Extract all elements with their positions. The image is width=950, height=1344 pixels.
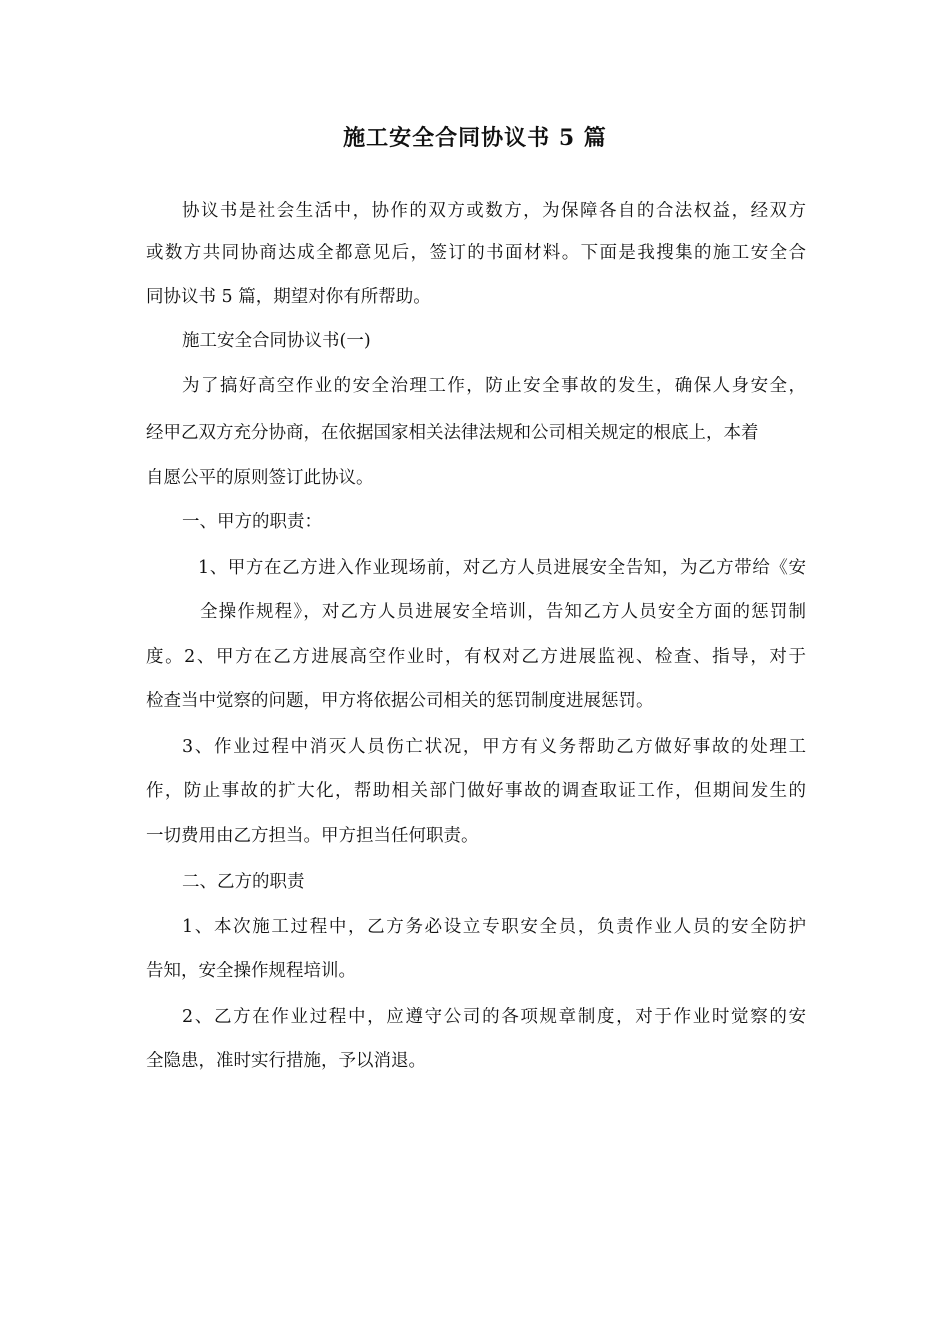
- section-heading: 二、乙方的职责: [182, 872, 305, 892]
- paragraph-line: 经甲乙双方充分协商，在依据国家相关法律法规和公司相关规定的根底上，本着: [146, 423, 759, 443]
- paragraph-line: 作，防止事故的扩大化，帮助相关部门做好事故的调查取证工作，但期间发生的: [146, 781, 806, 801]
- section-heading: 一、甲方的职责：: [182, 512, 322, 532]
- paragraph-line: 全隐患，准时实行措施，予以消退。: [146, 1051, 426, 1071]
- section-heading: 施工安全合同协议书(一): [182, 331, 371, 351]
- paragraph-line: 一切费用由乙方担当。甲方担当任何职责。: [146, 826, 479, 846]
- paragraph-line: 协议书是社会生活中，协作的双方或数方，为保障各自的合法权益，经双方: [182, 201, 806, 221]
- paragraph-line: 度。2、甲方在乙方进展高空作业时，有权对乙方进展监视、检查、指导，对于: [146, 647, 806, 667]
- paragraph-line: 自愿公平的原则签订此协议。: [146, 468, 374, 488]
- document-title: 施工安全合同协议书 5 篇: [343, 125, 607, 151]
- paragraph-line: 为了搞好高空作业的安全治理工作，防止安全事故的发生，确保人身安全，: [182, 376, 806, 396]
- paragraph-line: 3、作业过程中消灭人员伤亡状况，甲方有义务帮助乙方做好事故的处理工: [182, 737, 806, 757]
- paragraph-line: 全操作规程》，对乙方人员进展安全培训，告知乙方人员安全方面的惩罚制: [200, 602, 806, 622]
- paragraph-line: 检查当中觉察的问题，甲方将依据公司相关的惩罚制度进展惩罚。: [146, 691, 654, 711]
- paragraph-line: 1、甲方在乙方进入作业现场前，对乙方人员进展安全告知，为乙方带给《安: [198, 558, 806, 578]
- paragraph-line: 2、乙方在作业过程中，应遵守公司的各项规章制度，对于作业时觉察的安: [182, 1007, 806, 1027]
- paragraph-line: 1、本次施工过程中，乙方务必设立专职安全员，负责作业人员的安全防护: [182, 917, 806, 937]
- paragraph-line: 同协议书 5 篇，期望对你有所帮助。: [146, 287, 431, 307]
- paragraph-line: 告知，安全操作规程培训。: [146, 961, 356, 981]
- paragraph-line: 或数方共同协商达成全都意见后，签订的书面材料。下面是我搜集的施工安全合: [146, 243, 806, 263]
